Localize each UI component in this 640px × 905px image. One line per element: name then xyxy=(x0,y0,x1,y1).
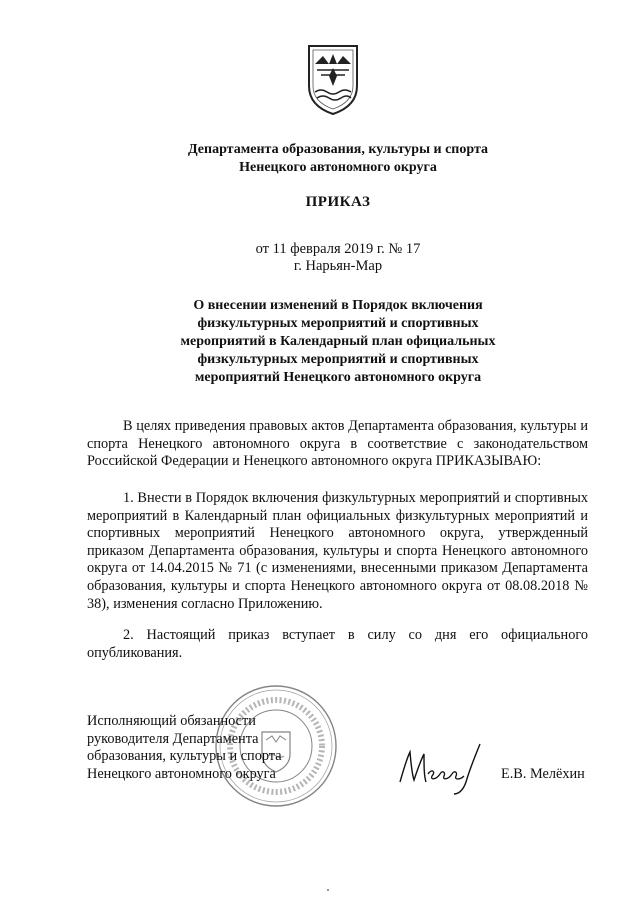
subject-line: мероприятий Ненецкого автономного округа xyxy=(194,370,482,385)
handwritten-signature-icon xyxy=(396,738,486,796)
department-line-1: Департамента образования, культуры и спорта xyxy=(188,142,488,157)
order-subject xyxy=(80,297,596,387)
department-name xyxy=(80,141,596,177)
position-line: руководителя Департамента xyxy=(87,730,259,747)
order-item-1: 1. Внести в Порядок включения физкультурных мероприятий и спортивных мероприятий в Календарный план официальных физкультурных мероприятий и спортивных мероприятий Ненецкого автономного округа, утвержденный приказом Департамента образования, культуры и спорта Ненецкого автономного округа от 14.04.2015 № 71 (с изменениями, внесенными приказом Департамента образования, культуры и спорта Ненецкого автономного округа от 08.08.2018 № 38), изменения согласно Приложению. xyxy=(87,490,588,612)
page-mark xyxy=(327,889,329,891)
position-line: образования, культуры и спорта xyxy=(87,748,282,765)
position-line: Ненецкого автономного округа xyxy=(87,765,276,782)
signatory-name: Е.В. Мелёхин xyxy=(501,766,585,782)
document-title: ПРИКАЗ xyxy=(305,194,371,210)
nao-coat-of-arms-icon xyxy=(305,42,361,116)
signatory-position xyxy=(87,713,282,783)
position-line: Исполняющий обязанности xyxy=(87,713,256,729)
preamble-paragraph: В целях приведения правовых актов Департамента образования, культуры и спорта Ненецкого автономного округа в соответствие с законодательством Российской Федерации и Ненецкого автономного округа ПРИКАЗЫВАЮ: xyxy=(87,418,588,470)
order-date-number: от 11 февраля 2019 г. № 17 xyxy=(255,241,421,257)
subject-line: физкультурных мероприятий и спортивных xyxy=(197,316,479,331)
subject-line: физкультурных мероприятий и спортивных xyxy=(197,352,479,367)
subject-line: мероприятий в Календарный план официальных xyxy=(180,334,496,349)
department-line-2: Ненецкого автономного округа xyxy=(239,160,437,175)
order-city: г. Нарьян-Мар xyxy=(293,258,383,274)
order-item-2: 2. Настоящий приказ вступает в силу со дня его официального опубликования. xyxy=(87,627,588,661)
subject-line: О внесении изменений в Порядок включения xyxy=(193,298,483,313)
order-details xyxy=(80,241,596,275)
